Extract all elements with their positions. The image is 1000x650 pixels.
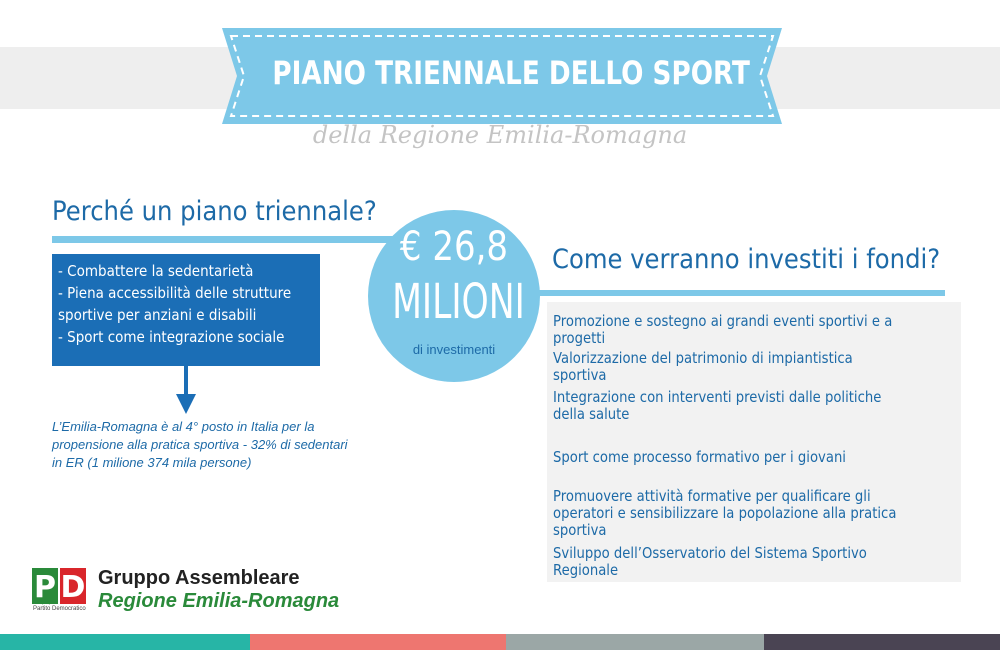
investment-unit: MILIONI <box>392 274 525 330</box>
left-question-heading: Perché un piano triennale? <box>52 196 377 227</box>
group-region: Regione Emilia-Romagna <box>98 590 340 612</box>
logo-caption: Partito Democratico <box>33 606 86 612</box>
svg-text:D: D <box>60 570 86 605</box>
fund-item: Sport come processo formativo per i giovani <box>553 448 846 466</box>
reason-item: - Piena accessibilità delle strutture <box>58 284 292 302</box>
page-subtitle: della Regione Emilia-Romagna <box>312 121 688 149</box>
fund-item: Sviluppo dell’Osservatorio del Sistema Sportivo Regionale <box>553 544 867 579</box>
fund-item: Valorizzazione del patrimonio di impiantistica sportiva <box>553 349 853 384</box>
investment-circle <box>368 210 540 382</box>
investment-amount: € 26,8 <box>399 224 509 270</box>
footer-strip-grey <box>506 634 764 650</box>
investment-caption: di investimenti <box>412 342 496 357</box>
statistic-note: L’Emilia-Romagna è al 4° posto in Italia per la propensione alla pratica sportiva - 32% di sedentari in ER (1 milione 374 mila persone) <box>52 419 348 470</box>
fund-item: Integrazione con interventi previsti dalle politiche della salute <box>553 388 882 423</box>
title-ribbon <box>222 28 782 124</box>
right-divider <box>530 290 945 296</box>
fund-item: Promozione e sostegno ai grandi eventi sportivi e a progetti <box>553 312 893 347</box>
right-question-heading: Come verranno investiti i fondi? <box>552 244 941 275</box>
reason-item: - Combattere la sedentarietà <box>58 262 254 280</box>
svg-text:P: P <box>34 570 56 605</box>
group-name: Gruppo Assembleare <box>98 567 300 589</box>
footer-strip-teal <box>0 634 250 650</box>
footer-strip-dark <box>764 634 1000 650</box>
reason-item: - Sport come integrazione sociale <box>58 328 285 346</box>
reason-item: sportive per anziani e disabili <box>58 306 257 324</box>
footer-strip-coral <box>250 634 506 650</box>
left-divider <box>52 236 400 243</box>
fund-item: Promuovere attività formative per qualificare gli operatori e sensibilizzare la popolazione alla pratica sportiva <box>553 487 897 539</box>
arrow-down-icon <box>176 364 196 414</box>
reasons-box <box>52 254 320 366</box>
page-title: PIANO TRIENNALE DELLO SPORT <box>272 54 750 92</box>
